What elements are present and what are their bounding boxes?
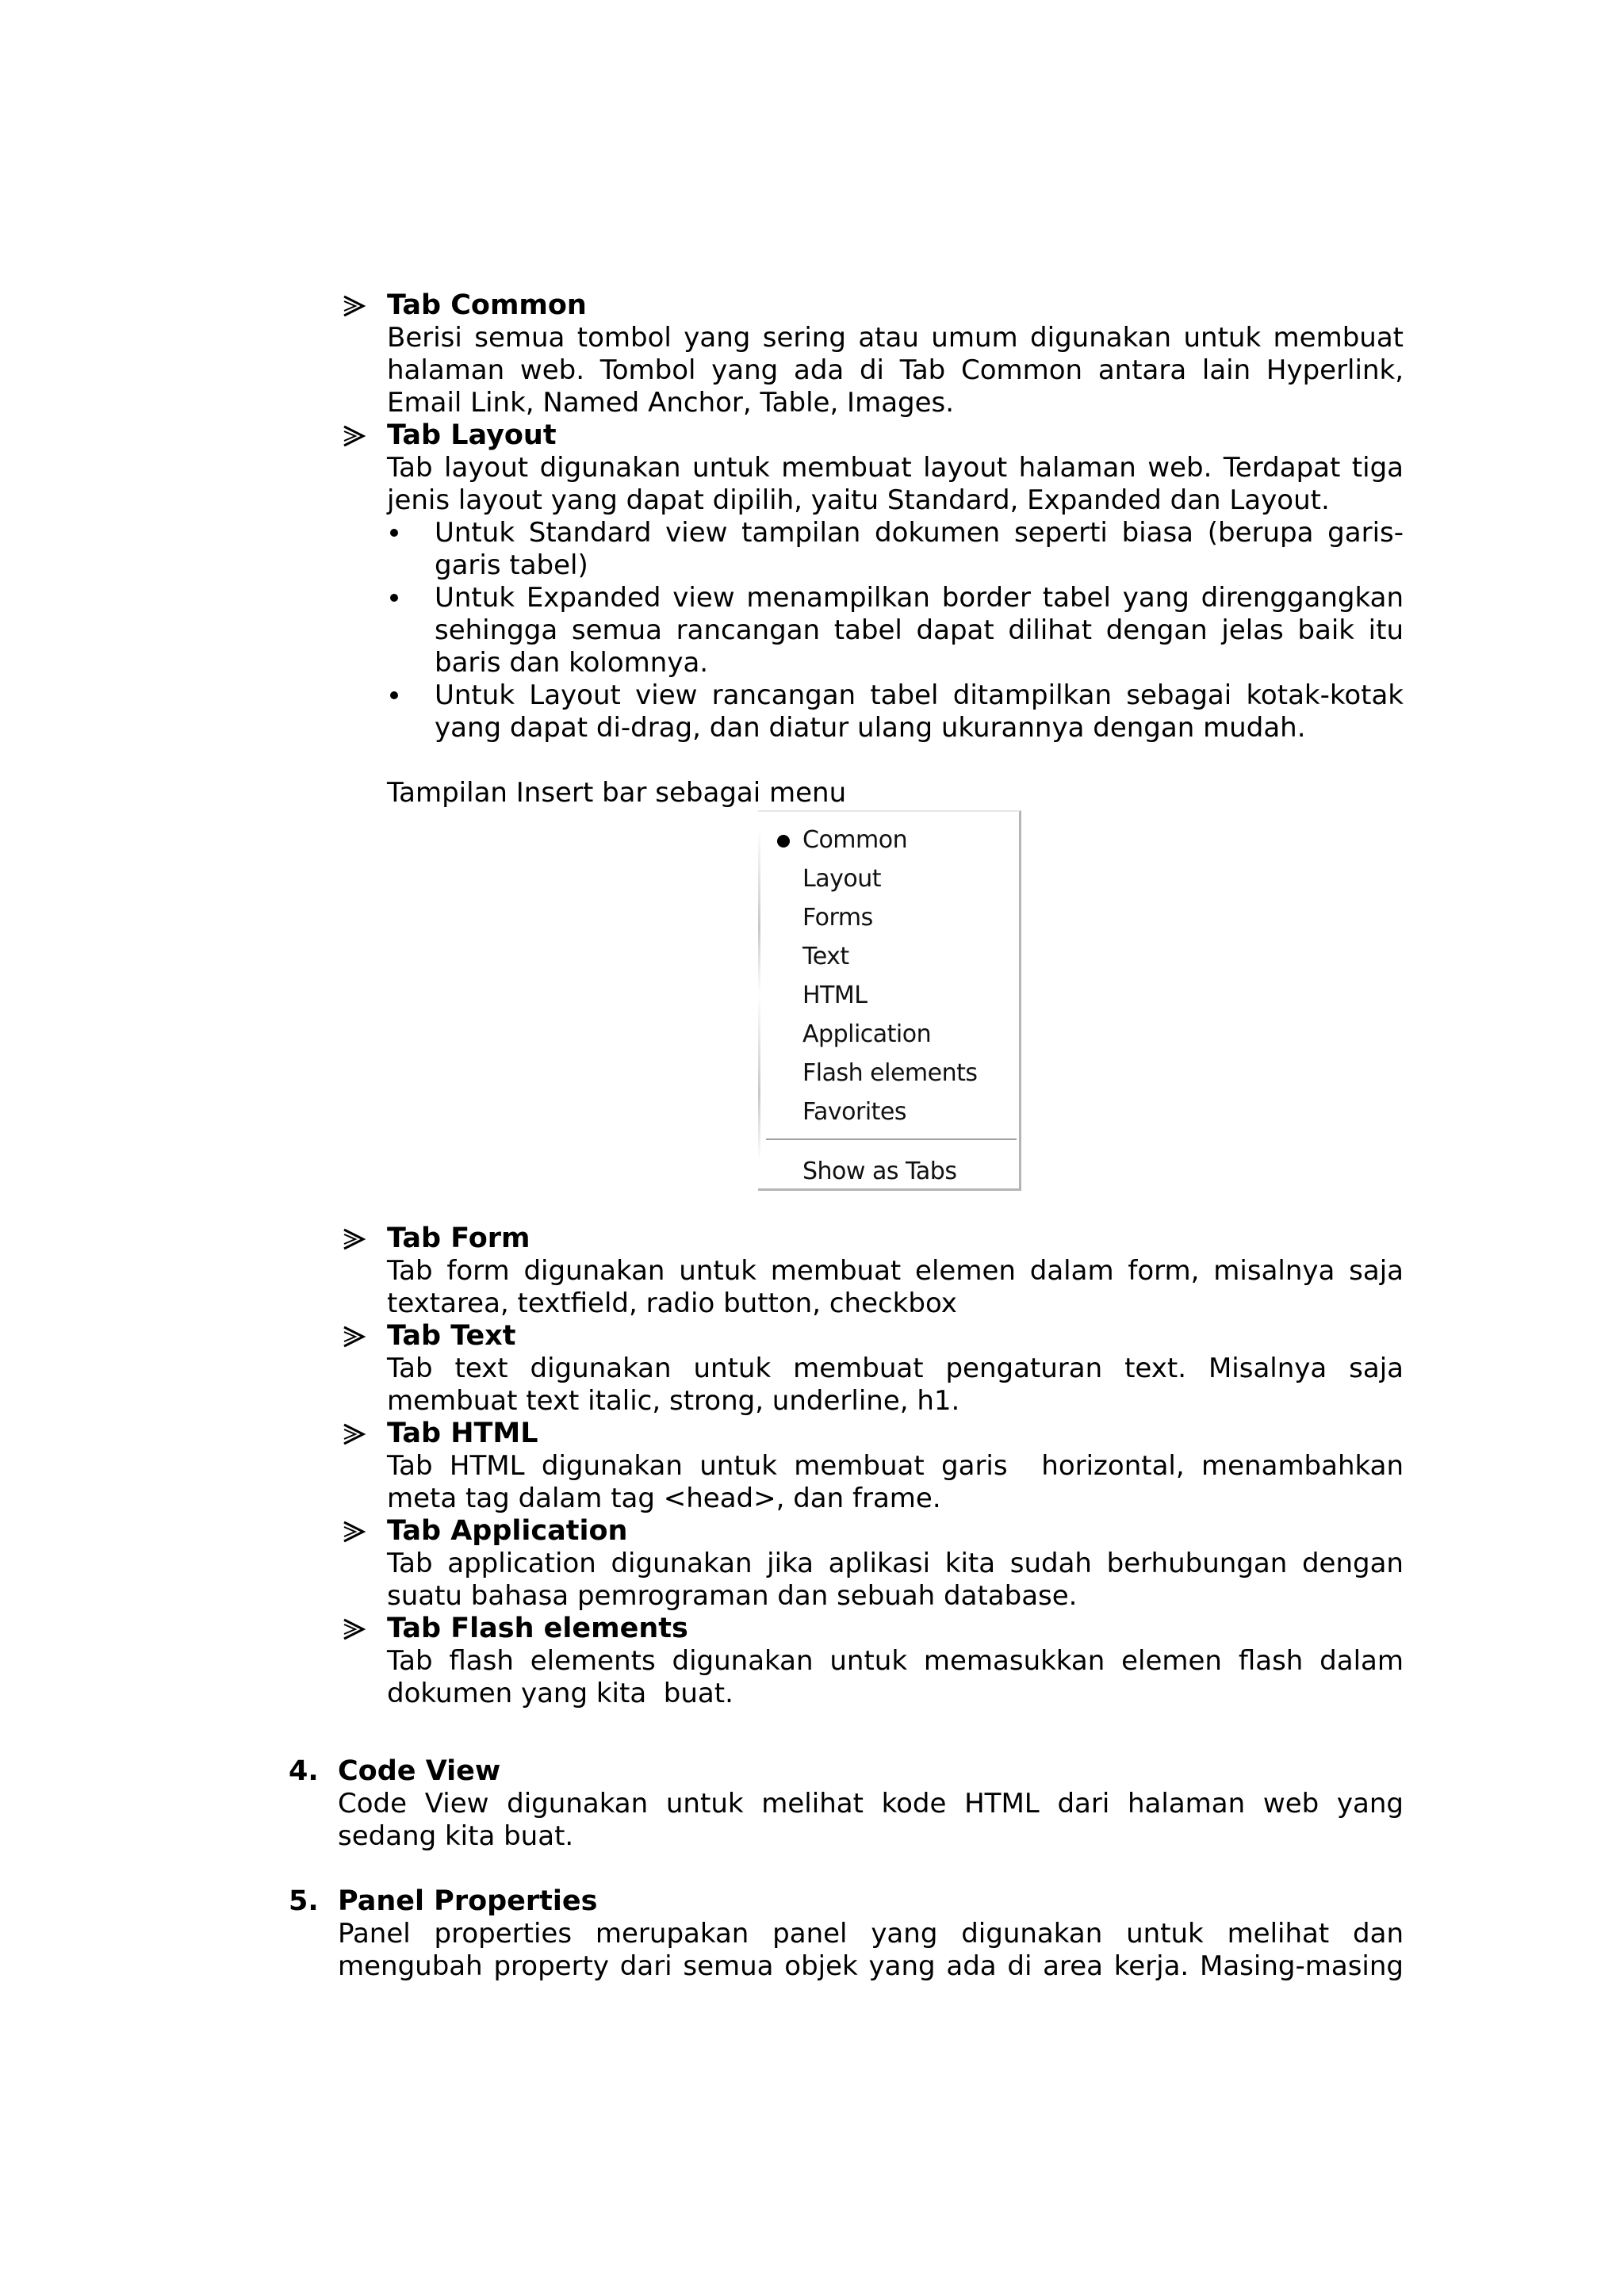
arrow-bullet-icon <box>339 1223 371 1255</box>
bullet-dot-icon <box>390 594 398 602</box>
menu-item-html[interactable]: HTML <box>802 982 868 1009</box>
arrow-bullet-icon <box>339 1613 371 1645</box>
arrow-bullet-icon <box>339 1516 371 1548</box>
section-tab-html <box>339 1418 1412 1515</box>
bullet-item <box>387 517 1404 582</box>
section-text: Tab flash elements digunakan untuk memasukkan elemen flash dalam dokumen yang kita buat. <box>387 1645 1412 1709</box>
bullet-text: Untuk Standard view tampilan dokumen seperti biasa (berupa garis-garis tabel) <box>435 517 1404 581</box>
heading-text: Tab Application <box>387 1515 628 1547</box>
section-number: 4. <box>289 1755 319 1787</box>
heading-text: Tab HTML <box>387 1418 538 1449</box>
section-tab-application <box>339 1515 1404 1613</box>
section-heading <box>339 1223 1404 1255</box>
menu-item-forms[interactable]: Forms <box>802 904 873 932</box>
section-tab-common <box>339 289 1404 419</box>
menu-item-text[interactable]: Text <box>802 943 849 970</box>
section-text: Tab HTML digunakan untuk membuat garis horizontal, menambahkan meta tag dalam tag <head>, dan frame. <box>387 1450 1412 1514</box>
heading-text: Code View <box>338 1755 501 1787</box>
heading-text: Tab Flash elements <box>387 1613 688 1644</box>
section-text: Berisi semua tombol yang sering atau umum digunakan untuk membuat halaman web. Tombol yang ada di Tab Common antara lain Hyperlink, Email Link, Named Anchor, Table, Images. <box>387 322 1404 419</box>
arrow-bullet-icon <box>339 1321 371 1353</box>
section-text: Code View digunakan untuk melihat kode HTML dari halaman web yang sedang kita buat. <box>338 1788 1404 1852</box>
heading-text: Tab Text <box>387 1320 516 1352</box>
bullet-text: Untuk Layout view rancangan tabel ditampilkan sebagai kotak-kotak yang dapat di-drag, dan diatur ulang ukurannya dengan mudah. <box>435 679 1404 744</box>
numbered-heading <box>289 1755 1404 1788</box>
section-text: Tab layout digunakan untuk membuat layout halaman web. Terdapat tiga jenis layout yang dapat dipilih, yaitu Standard, Expanded dan Layout. <box>387 452 1404 516</box>
arrow-bullet-icon <box>339 1418 371 1450</box>
section-tab-flash-elements <box>339 1613 1412 1710</box>
menu-item-application[interactable]: Application <box>802 1020 932 1048</box>
section-tab-form <box>339 1223 1404 1320</box>
section-number: 5. <box>289 1885 319 1917</box>
menu-item-layout[interactable]: Layout <box>802 865 881 893</box>
menu-item-common[interactable]: Common <box>802 826 908 854</box>
heading-text: Tab Form <box>387 1223 530 1254</box>
arrow-bullet-icon <box>339 420 371 452</box>
bullet-item <box>387 582 1404 679</box>
section-heading <box>339 1418 1404 1450</box>
heading-text: Panel Properties <box>338 1885 598 1917</box>
numbered-heading <box>289 1885 1404 1918</box>
section-heading <box>339 1613 1404 1645</box>
section-tab-text <box>339 1320 1404 1418</box>
bullet-dot-icon <box>390 691 398 699</box>
section-text: Tab form digunakan untuk membuat elemen dalam form, misalnya saja textarea, textfield, radio button, checkbox <box>387 1255 1404 1319</box>
section-heading <box>339 1320 1404 1353</box>
menu-edge <box>758 828 760 1161</box>
menu-separator <box>766 1138 1017 1142</box>
insert-bar-menu <box>758 810 1021 1191</box>
section-heading <box>339 419 1404 452</box>
section-text: Tab application digunakan jika aplikasi kita sudah berhubungan dengan suatu bahasa pemrograman dan sebuah database. <box>387 1548 1404 1612</box>
bullet-list <box>387 517 1404 744</box>
section-text: Panel properties merupakan panel yang digunakan untuk melihat dan mengubah property dari semua objek yang ada di area kerja. Masing-masing <box>338 1918 1404 1982</box>
selected-dot-icon <box>777 835 790 848</box>
section-heading <box>339 1515 1404 1548</box>
section-text: Tab text digunakan untuk membuat pengaturan text. Misalnya saja membuat text italic, strong, underline, h1. <box>387 1353 1404 1417</box>
bullet-dot-icon <box>390 529 398 537</box>
section-panel-properties <box>289 1885 1404 1983</box>
section-heading <box>339 289 1404 322</box>
heading-text: Tab Common <box>387 289 587 321</box>
menu-item-show-as-tabs[interactable]: Show as Tabs <box>802 1158 957 1185</box>
heading-text: Tab Layout <box>387 419 557 451</box>
menu-item-favorites[interactable]: Favorites <box>802 1098 907 1126</box>
section-code-view <box>289 1755 1404 1853</box>
figure-caption: Tampilan Insert bar sebagai menu <box>387 777 847 809</box>
arrow-bullet-icon <box>339 290 371 322</box>
bullet-item <box>387 679 1404 744</box>
menu-item-flash-elements[interactable]: Flash elements <box>802 1059 978 1087</box>
bullet-text: Untuk Expanded view menampilkan border tabel yang direnggangkan sehingga semua rancangan tabel dapat dilihat dengan jelas baik itu baris dan kolomnya. <box>435 582 1404 679</box>
section-tab-layout <box>339 419 1404 744</box>
